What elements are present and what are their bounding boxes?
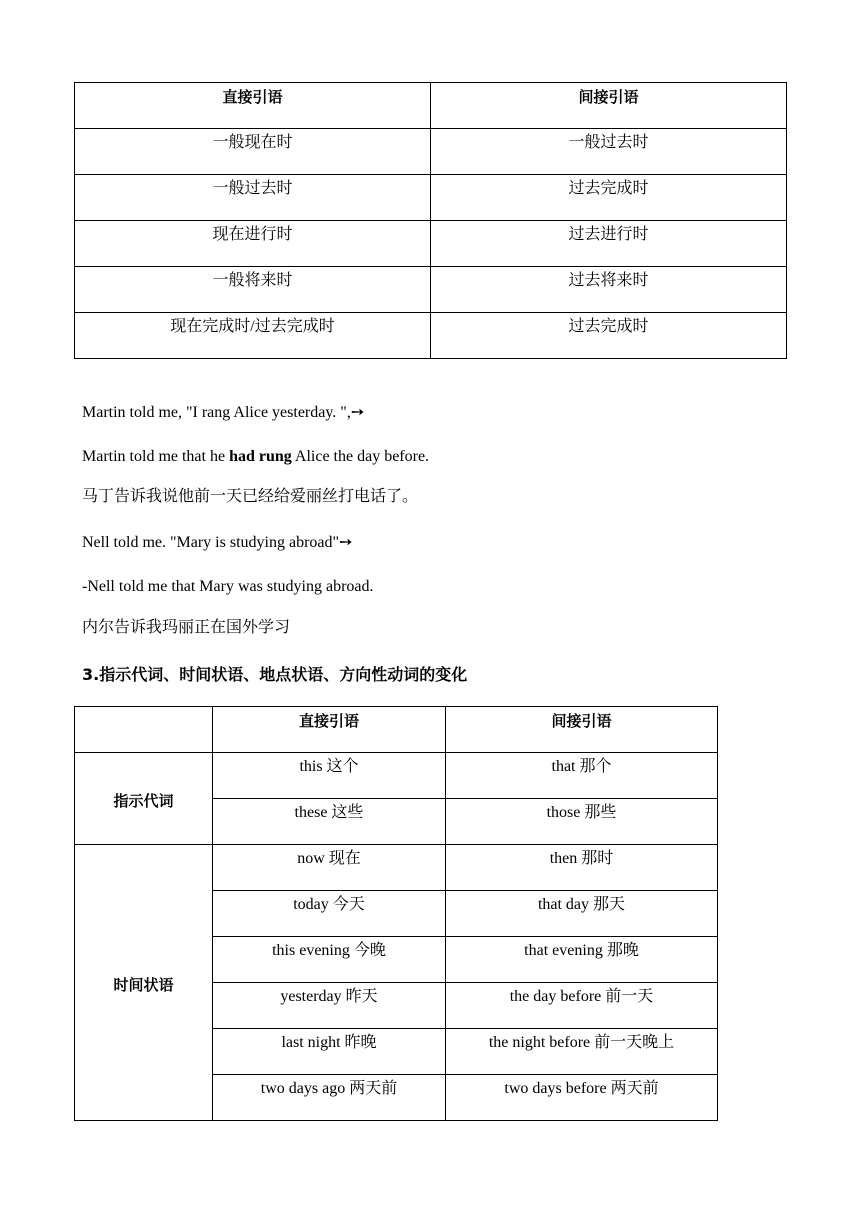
example-1-indirect-bold: had rung bbox=[229, 448, 292, 465]
table-row bbox=[75, 267, 787, 313]
cell-direct: 现在完成时/过去完成时 bbox=[75, 313, 431, 359]
cell-direct: two days ago 两天前 bbox=[213, 1075, 446, 1121]
table-row bbox=[75, 313, 787, 359]
cell-direct: last night 昨晚 bbox=[213, 1029, 446, 1075]
category-demonstrative: 指示代词 bbox=[75, 753, 213, 845]
cell-indirect: then 那时 bbox=[446, 845, 718, 891]
cell-indirect: 过去完成时 bbox=[431, 175, 787, 221]
cell-indirect: the day before 前一天 bbox=[446, 983, 718, 1029]
example-1-indirect bbox=[82, 447, 429, 467]
example-1-indirect-post: Alice the day before. bbox=[291, 448, 430, 465]
cell-direct: 一般将来时 bbox=[75, 267, 431, 313]
header-direct: 直接引语 bbox=[213, 707, 446, 753]
example-1-chinese: 马丁告诉我说他前一天已经给爱丽丝打电话了。 bbox=[82, 488, 419, 505]
section-3-heading: 3.指示代词、时间状语、地点状语、方向性动词的变化 bbox=[82, 665, 468, 684]
cell-indirect: 一般过去时 bbox=[431, 129, 787, 175]
cell-indirect: two days before 两天前 bbox=[446, 1075, 718, 1121]
cell-indirect: that 那个 bbox=[446, 753, 718, 799]
cell-indirect: 过去完成时 bbox=[431, 313, 787, 359]
cell-indirect: those 那些 bbox=[446, 799, 718, 845]
table-row bbox=[75, 753, 718, 799]
table-header-row bbox=[75, 83, 787, 129]
category-time: 时间状语 bbox=[75, 845, 213, 1121]
cell-indirect: that day 那天 bbox=[446, 891, 718, 937]
example-1-direct: Martin told me, "I rang Alice yesterday. ",➙ bbox=[82, 404, 365, 421]
example-2-indirect: -Nell told me that Mary was studying abroad. bbox=[82, 578, 374, 595]
cell-indirect: 过去进行时 bbox=[431, 221, 787, 267]
cell-indirect: that evening 那晚 bbox=[446, 937, 718, 983]
header-direct: 直接引语 bbox=[75, 83, 431, 129]
cell-direct: yesterday 昨天 bbox=[213, 983, 446, 1029]
cell-direct: 一般现在时 bbox=[75, 129, 431, 175]
table-header-row bbox=[75, 707, 718, 753]
cell-direct: these 这些 bbox=[213, 799, 446, 845]
cell-direct: this evening 今晚 bbox=[213, 937, 446, 983]
header-indirect: 间接引语 bbox=[431, 83, 787, 129]
table-row bbox=[75, 175, 787, 221]
example-2-chinese: 内尔告诉我玛丽正在国外学习 bbox=[82, 619, 291, 636]
cell-direct: this 这个 bbox=[213, 753, 446, 799]
cell-direct: today 今天 bbox=[213, 891, 446, 937]
tense-table bbox=[74, 82, 787, 359]
table-row bbox=[75, 845, 718, 891]
cell-direct: now 现在 bbox=[213, 845, 446, 891]
pronoun-time-table bbox=[74, 706, 718, 1121]
cell-direct: 一般过去时 bbox=[75, 175, 431, 221]
header-indirect: 间接引语 bbox=[446, 707, 718, 753]
cell-direct: 现在进行时 bbox=[75, 221, 431, 267]
table-row bbox=[75, 129, 787, 175]
header-empty bbox=[75, 707, 213, 753]
cell-indirect: 过去将来时 bbox=[431, 267, 787, 313]
example-1-indirect-pre: Martin told me that he bbox=[82, 448, 230, 465]
cell-indirect: the night before 前一天晚上 bbox=[446, 1029, 718, 1075]
example-2-direct: Nell told me. "Mary is studying abroad"➙ bbox=[82, 534, 353, 551]
table-row bbox=[75, 221, 787, 267]
